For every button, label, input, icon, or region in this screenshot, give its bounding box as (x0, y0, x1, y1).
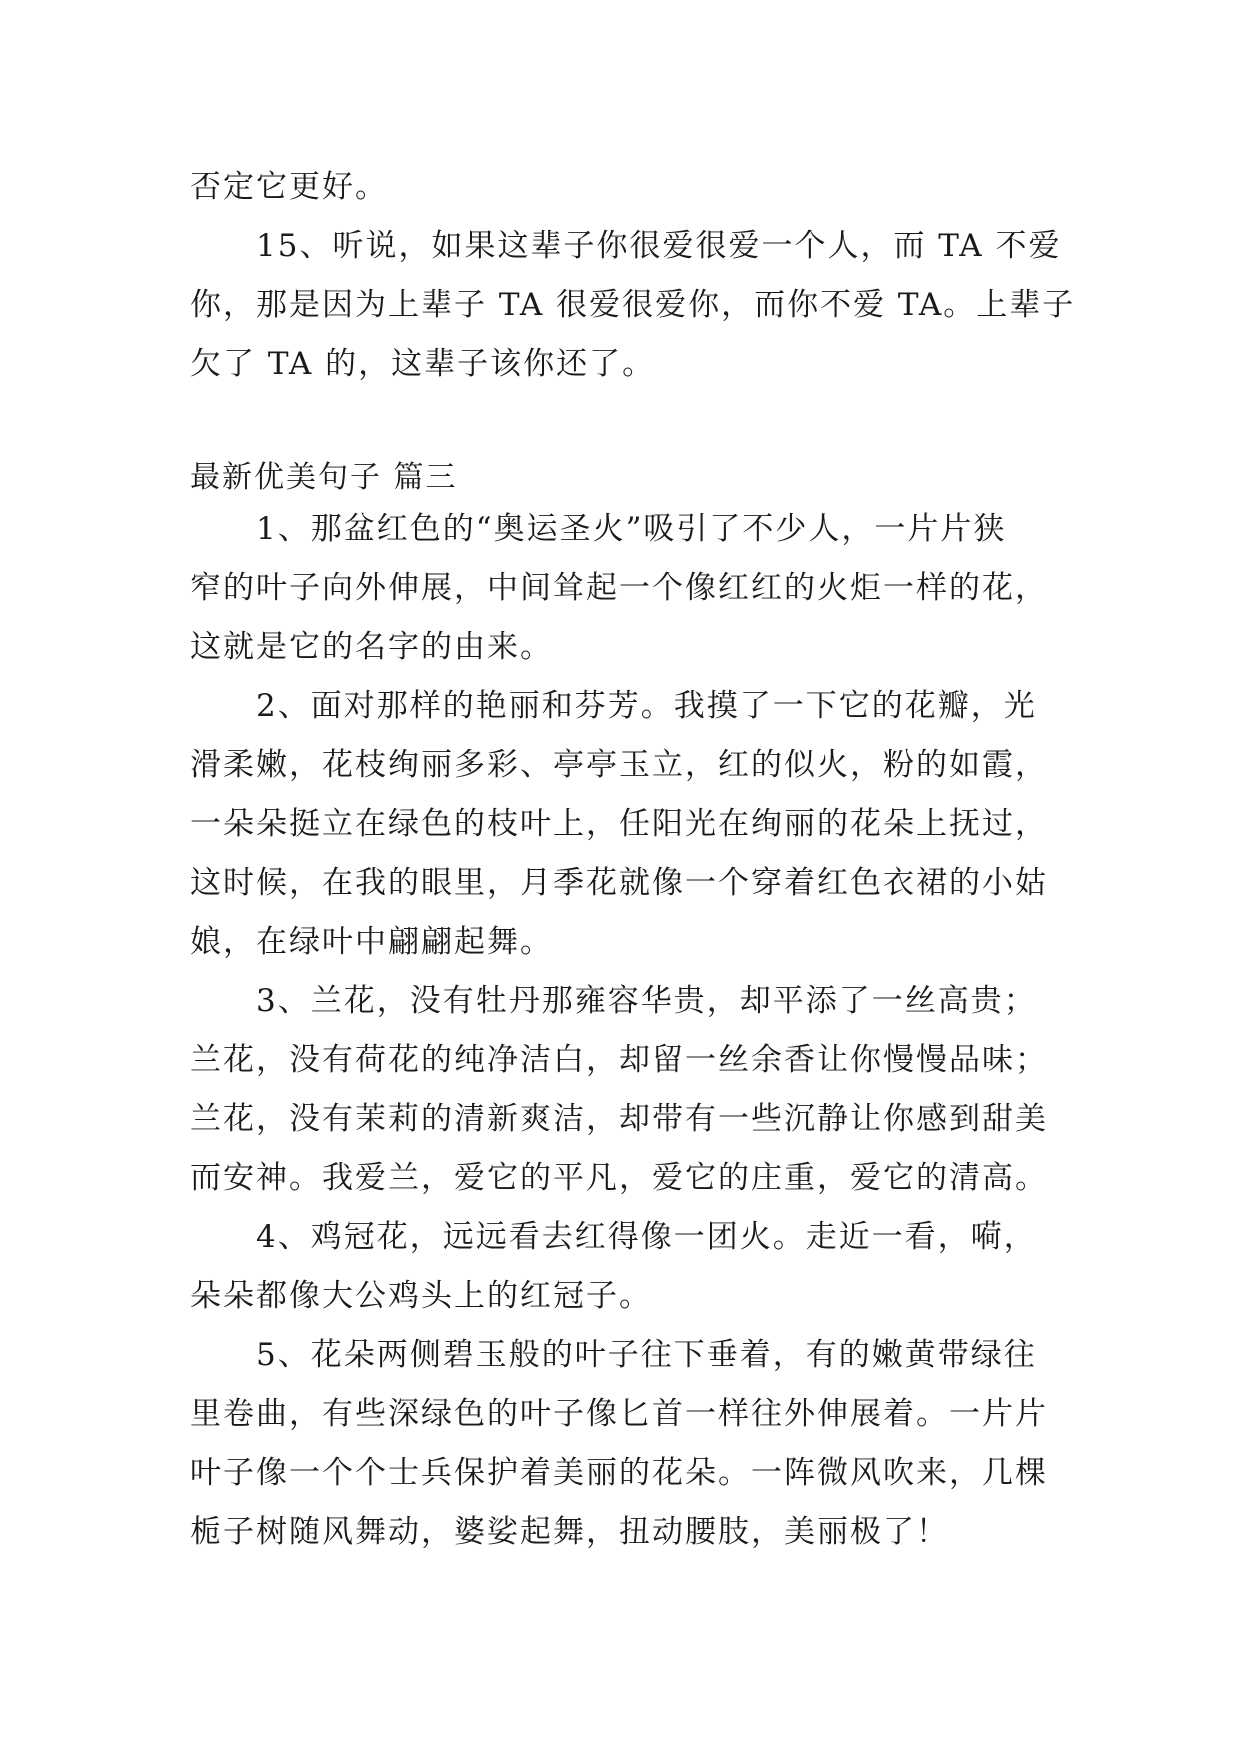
text-line: 叶子像一个个士兵保护着美丽的花朵。一阵微风吹来，几棵 (190, 1455, 1048, 1491)
text-line: 否定它更好。 (190, 169, 388, 205)
text-line: 兰花，没有荷花的纯净洁白，却留一丝余香让你慢慢品味； (190, 1042, 1048, 1078)
text-line: 这就是它的名字的由来。 (190, 629, 553, 665)
text-line: 一朵朵挺立在绿色的枝叶上，任阳光在绚丽的花朵上抚过， (190, 806, 1048, 842)
text-line: 栀子树随风舞动，婆娑起舞，扭动腰肢，美丽极了！ (190, 1514, 949, 1550)
text-line: 你，那是因为上辈子 TA 很爱很爱你，而你不爱 TA。上辈子 (190, 287, 1076, 323)
body-section (190, 500, 1050, 1562)
text-line: 窄的叶子向外伸展，中间耸起一个像红红的火炬一样的花， (190, 570, 1048, 606)
text-line: 朵朵都像大公鸡头上的红冠子。 (190, 1278, 652, 1314)
text-line: 15、听说，如果这辈子你很爱很爱一个人，而 TA 不爱 (256, 228, 1062, 264)
text-line: 5、花朵两侧碧玉般的叶子往下垂着，有的嫩黄带绿往 (256, 1337, 1037, 1373)
text-line: 这时候，在我的眼里，月季花就像一个穿着红色衣裙的小姑 (190, 865, 1048, 901)
text-line: 里卷曲，有些深绿色的叶子像匕首一样往外伸展着。一片片 (190, 1396, 1048, 1432)
text-line: 4、鸡冠花，远远看去红得像一团火。走近一看，嗬， (256, 1219, 1037, 1255)
text-line: 而安神。我爱兰，爱它的平凡，爱它的庄重，爱它的清高。 (190, 1160, 1048, 1196)
text-line: 滑柔嫩，花枝绚丽多彩、亭亭玉立，红的似火，粉的如霞， (190, 747, 1048, 783)
text-line: 2、面对那样的艳丽和芬芳。我摸了一下它的花瓣，光 (256, 688, 1037, 724)
top-section (190, 158, 1076, 394)
text-line: 3、兰花，没有牡丹那雍容华贵，却平添了一丝高贵； (256, 983, 1037, 1019)
section-heading: 最新优美句子 篇三 (190, 460, 458, 495)
text-line: 1、那盆红色的“奥运圣火”吸引了不少人，一片片狭 (256, 511, 1007, 547)
text-line: 欠了 TA 的，这辈子该你还了。 (190, 346, 656, 382)
text-line: 娘，在绿叶中翩翩起舞。 (190, 924, 553, 960)
text-line: 兰花，没有茉莉的清新爽洁，却带有一些沉静让你感到甜美 (190, 1101, 1048, 1137)
